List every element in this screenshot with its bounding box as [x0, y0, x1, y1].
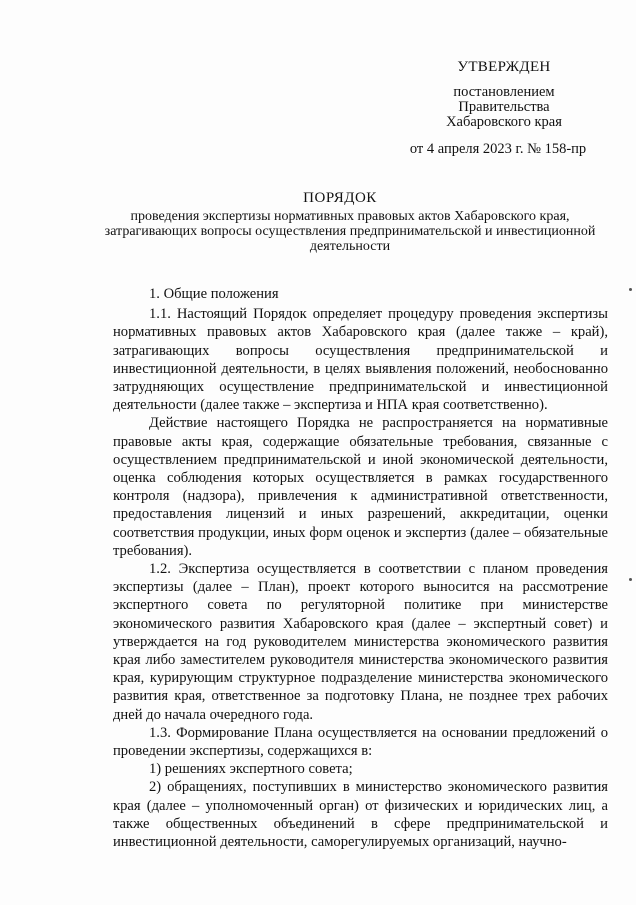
approval-line: постановлением [453, 84, 555, 100]
scan-mark [629, 288, 632, 291]
approval-line: Правительства [458, 99, 550, 115]
paragraph: 1.2. Экспертиза осуществляется в соответствии с планом проведения экспертизы (далее – План), проект которого выносится на рассмотрение экспертного совета по регуляторной политике при министерстве экономического развития Хабаровского края (далее – экспертный совет) и утверждается на год руководителем министерства экономического развития края либо заместителем руководителя министерства экономического развития края, курирующим структурное подразделение министерства экономического развития края, ответственное за подготовку Плана, не позднее трех рабочих дней до начала очередного года. [113, 561, 608, 723]
section-heading: 1. Общие положения [149, 286, 279, 302]
approval-line: Хабаровского края [446, 114, 562, 130]
list-item: 2) обращениях, поступивших в министерство экономического развития края (далее – уполномоченный орган) от физических и юридических лиц, а также общественных объединений в сфере предпринимательской и инвестиционной деятельности, саморегулируемых организаций, научно- [113, 779, 608, 851]
list-item: 1) решениях экспертного совета; [149, 761, 353, 778]
document-title: ПОРЯДОК [303, 190, 377, 206]
paragraph: 1.1. Настоящий Порядок определяет процедуру проведения экспертизы нормативных правовых актов Хабаровского края (далее также – край), затрагивающих вопросы осуществления предпринимательской и инвестиционной деятельности, в целях выявления положений, необоснованно затрудняющих осуществление предпринимательской и инвестиционной деятельности (далее также – экспертиза и НПА края соответственно). [113, 306, 608, 414]
document-body [113, 285, 608, 851]
approval-date: от 4 апреля 2023 г. № 158-пр [409, 141, 587, 157]
paragraph: 1.3. Формирование Плана осуществляется на основании предложений о проведении экспертизы, содержащихся в: [113, 724, 608, 760]
document-subtitle: проведения экспертизы нормативных правовых актов Хабаровского края, затрагивающих вопросы осуществления предпринимательской и инвестиционной деятельности [104, 209, 596, 254]
approval-title: УТВЕРЖДЕН [457, 59, 551, 75]
scan-mark [629, 578, 632, 581]
paragraph: Действие настоящего Порядка не распространяется на нормативные правовые акты края, содержащие обязательные требования, связанные с осуществлением предпринимательской и иной экономической деятельности, оценка соблюдения которых осуществляется в рамках государственного контроля (надзора), привлечения к административной ответственности, предоставления лицензий и иных разрешений, аккредитации, оценки соответствия продукции, иных форм оценок и экспертиз (далее – обязательные требования). [113, 415, 608, 559]
approval-stamp [404, 60, 604, 157]
